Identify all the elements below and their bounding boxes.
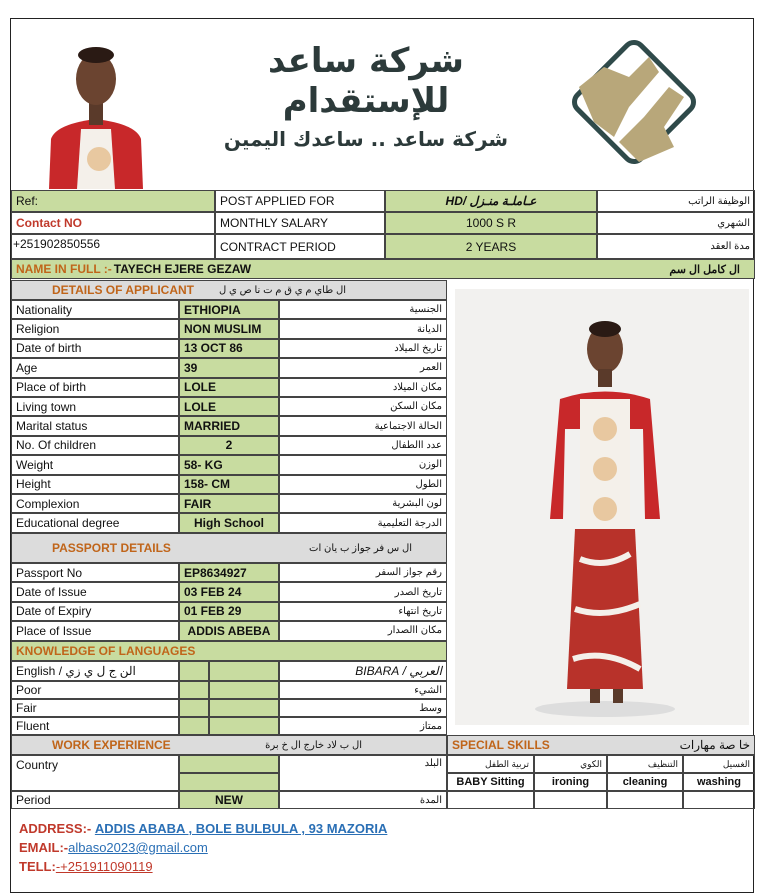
post-applied-value: HD/ عـاملـة منـزل	[385, 190, 597, 212]
name-value: TAYECH EJERE GEZAW	[113, 262, 252, 276]
passport-value: ADDIS ABEBA	[179, 621, 279, 640]
tel-line	[19, 857, 387, 876]
skill-item: washing	[683, 773, 755, 791]
skill-blank-cell	[534, 791, 607, 809]
field-label-ar: مكان السكن	[279, 397, 447, 416]
language-en-check	[179, 717, 209, 735]
name-ar: ال كامل ال سم	[669, 263, 740, 276]
portrait-photo	[11, 19, 181, 189]
post-applied-label: POST APPLIED FOR	[215, 190, 385, 212]
field-value: 158- CM	[179, 475, 279, 494]
field-label: Nationality	[11, 300, 179, 319]
email-value[interactable]: albaso2023@gmail.com	[68, 840, 208, 855]
skills-title-ar: خا صة مهارات	[679, 738, 750, 752]
address-value[interactable]: ADDIS ABABA , BOLE BULBULA , 93 MAZORIA	[94, 821, 388, 836]
skill-ar-label: التنظيف	[607, 755, 683, 773]
skill-item: cleaning	[607, 773, 683, 791]
company-logo-text	[191, 41, 541, 151]
salary-label: MONTHLY SALARY	[215, 212, 385, 234]
field-label: Complexion	[11, 494, 179, 513]
passport-title-ar: ال س فر جواز ب يان ات	[309, 542, 412, 554]
field-label-ar: الدرجة التعليمية	[279, 513, 447, 532]
email-line	[19, 838, 387, 857]
passport-label: Passport No	[11, 563, 179, 582]
field-value: LOLE	[179, 378, 279, 397]
full-body-photo	[455, 289, 749, 725]
period-ar: المدة	[279, 791, 447, 809]
passport-value: 03 FEB 24	[179, 582, 279, 601]
skill-ar-label: الغسيل	[683, 755, 755, 773]
passport-label-ar: مكان االصدار	[279, 621, 447, 640]
english-label: English / الن ج ل ي زي	[11, 661, 179, 681]
field-value: FAIR	[179, 494, 279, 513]
language-en-check	[179, 681, 209, 699]
field-label-ar: مكان الميلاد	[279, 378, 447, 397]
passport-label: Date of Issue	[11, 582, 179, 601]
skills-title: SPECIAL SKILLS	[452, 738, 550, 752]
language-level-label: Poor	[11, 681, 179, 699]
skill-item: BABY Sitting	[447, 773, 534, 791]
salary-value: 1000 S R	[385, 212, 597, 234]
field-label-ar: الجنسية	[279, 300, 447, 319]
address-label: ADDRESS:-	[19, 821, 92, 836]
passport-title: PASSPORT DETAILS	[52, 541, 171, 555]
language-level-ar: ممتاز	[279, 717, 447, 735]
skill-blank-cell	[607, 791, 683, 809]
applicant-title: DETAILS OF APPLICANT	[52, 283, 194, 297]
passport-label-ar: تاريخ انتهاء	[279, 602, 447, 621]
field-label-ar: لون البشرية	[279, 494, 447, 513]
field-label: Age	[11, 358, 179, 377]
passport-value: EP8634927	[179, 563, 279, 582]
cv-page	[10, 18, 754, 893]
field-value: 58- KG	[179, 455, 279, 474]
arabic-label: العربي / BIBARA	[279, 661, 447, 681]
field-value: ETHIOPIA	[179, 300, 279, 319]
field-label-ar: الطول	[279, 475, 447, 494]
language-mid-check	[209, 681, 279, 699]
field-value: LOLE	[179, 397, 279, 416]
field-value: NON MUSLIM	[179, 319, 279, 338]
field-label-ar: عدد االطفال	[279, 436, 447, 455]
tel-label: TELL:	[19, 859, 56, 874]
passport-label-ar: رقم جواز السفر	[279, 563, 447, 582]
period-label: Period	[11, 791, 179, 809]
language-level-ar: وسط	[279, 699, 447, 717]
period-value: NEW	[179, 791, 279, 809]
name-label: NAME IN FULL :-	[16, 262, 112, 276]
contract-label: CONTRACT PERIOD	[215, 234, 385, 259]
passport-label: Date of Expiry	[11, 602, 179, 621]
field-label: Living town	[11, 397, 179, 416]
language-level-label: Fluent	[11, 717, 179, 735]
field-label: Date of birth	[11, 339, 179, 358]
field-value: 13 OCT 86	[179, 339, 279, 358]
country-value-cell-2	[179, 773, 279, 791]
work-header	[11, 735, 447, 755]
field-label: Height	[11, 475, 179, 494]
skill-item: ironing	[534, 773, 607, 791]
language-en-check	[179, 699, 209, 717]
lang-mid-cell	[209, 661, 279, 681]
applicant-header	[11, 280, 447, 300]
field-label-ar: الحالة الاجتماعية	[279, 416, 447, 435]
language-mid-check	[209, 699, 279, 717]
field-label-ar: تاريخ الميلاد	[279, 339, 447, 358]
field-label: Marital status	[11, 416, 179, 435]
field-value: MARRIED	[179, 416, 279, 435]
post-ar: الوظيفة الراتب	[597, 190, 755, 212]
skills-header	[447, 735, 755, 755]
languages-title: KNOWLEDGE OF LANGUAGES	[11, 641, 447, 661]
passport-label: Place of Issue	[11, 621, 179, 640]
field-label-ar: الديانة	[279, 319, 447, 338]
field-value: 2	[179, 436, 279, 455]
field-label-ar: الوزن	[279, 455, 447, 474]
country-ar: البلد	[279, 755, 447, 791]
work-title-ar: ال ب لاد خارج ال خ برة	[265, 739, 362, 751]
field-label: No. Of children	[11, 436, 179, 455]
full-name-row	[11, 259, 755, 279]
language-level-ar: الشيء	[279, 681, 447, 699]
field-label: Religion	[11, 319, 179, 338]
field-label: Educational degree	[11, 513, 179, 532]
field-label: Weight	[11, 455, 179, 474]
address-line	[19, 819, 387, 838]
contact-label: Contact NO	[11, 212, 215, 234]
skill-ar-label: الكوي	[534, 755, 607, 773]
country-label: Country	[11, 755, 179, 791]
field-value: 39	[179, 358, 279, 377]
contract-ar: مدة العقد	[597, 234, 755, 259]
skill-blank-cell	[683, 791, 755, 809]
field-value: High School	[179, 513, 279, 532]
ref-label: Ref:	[11, 190, 215, 212]
country-value-cell	[179, 755, 279, 773]
company-name: شركة ساعد للإستقدام	[268, 41, 464, 121]
contract-value: 2 YEARS	[385, 234, 597, 259]
hands-logo-icon	[559, 27, 709, 177]
salary-ar: الشهري	[597, 212, 755, 234]
language-mid-check	[209, 717, 279, 735]
work-title: WORK EXPERIENCE	[52, 738, 171, 752]
email-label: EMAIL:-	[19, 840, 69, 855]
passport-value: 01 FEB 29	[179, 602, 279, 621]
tel-value[interactable]: -+251911090119	[55, 859, 153, 874]
field-label-ar: العمر	[279, 358, 447, 377]
company-tagline: شركة ساعد .. ساعدك اليمين	[223, 127, 509, 151]
skill-ar-label: تربية الطفل	[447, 755, 534, 773]
field-label: Place of birth	[11, 378, 179, 397]
contact-block	[19, 819, 387, 876]
passport-header	[11, 533, 447, 563]
phone-number: +251902850556	[11, 234, 215, 259]
lang-en-cell	[179, 661, 209, 681]
passport-label-ar: تاريخ الصدر	[279, 582, 447, 601]
skill-blank-cell	[447, 791, 534, 809]
language-level-label: Fair	[11, 699, 179, 717]
applicant-title-ar: ال طاي م ي ق م ت نا ص ي ل	[218, 284, 346, 296]
